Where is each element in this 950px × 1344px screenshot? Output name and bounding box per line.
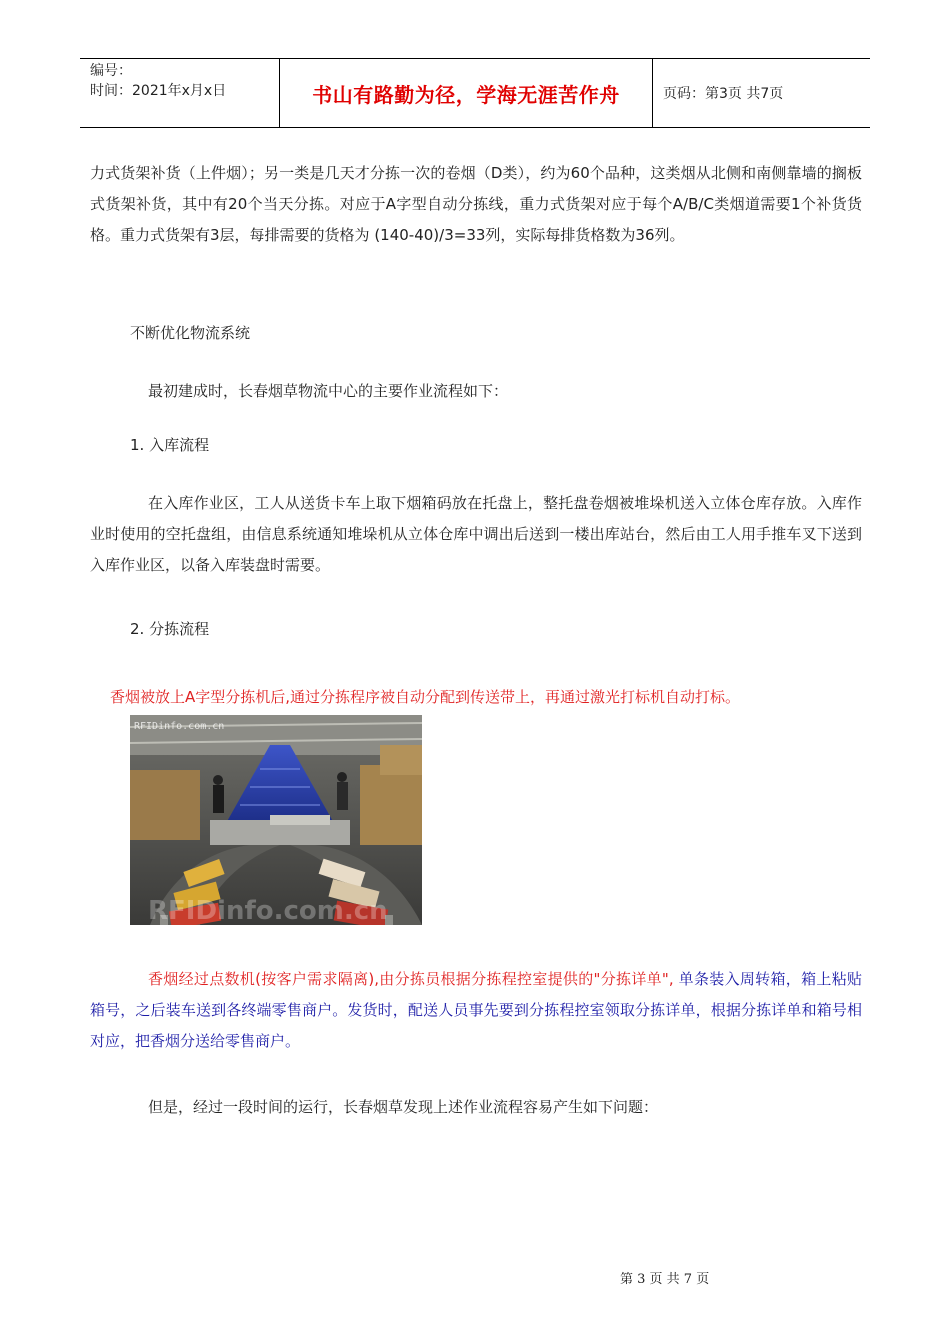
paragraph-problems-intro: 但是，经过一段时间的运行，长春烟草发现上述作业流程容易产生如下问题： bbox=[148, 1098, 659, 1116]
photo-caption: 香烟被放上A字型分拣机后,通过分拣程序被自动分配到传送带上，再通过激光打标机自动打标。 bbox=[110, 688, 741, 706]
paragraph-counting-dispatch bbox=[90, 964, 862, 1057]
sorting-line-photo bbox=[130, 715, 422, 925]
paragraph-shelf-replenish: 力式货架补货（上件烟）；另一类是几天才分拣一次的卷烟（D类），约为60个品种，这类烟从北侧和南侧靠墙的搁板式货架补货，其中有20个当天分拣。对应于A字型自动分拣线，重力式货架对应于每个A/B/C类烟道需要1个补货货格。重力式货架有3层，每排需要的货格为 (140-40)/3=33列，实际每排货格数为36列。 bbox=[90, 164, 862, 244]
heading-inbound-process: 1. 入库流程 bbox=[130, 436, 210, 454]
paragraph-initial-process: 最初建成时，长春烟草物流中心的主要作业流程如下： bbox=[148, 382, 509, 400]
photo-watermark-bottom: RFIDinfo.com.cn bbox=[148, 896, 388, 925]
header-page-label: 页码：第3页 共7页 bbox=[663, 86, 784, 102]
page-footer: 第 3 页 共 7 页 bbox=[620, 1272, 710, 1287]
paragraph-inbound: 在入库作业区，工人从送货卡车上取下烟箱码放在托盘上，整托盘卷烟被堆垛机送入立体仓库存放。入库作业时使用的空托盘组，由信息系统通知堆垛机从立体仓库中调出后送到一楼出库站台，然后由工人用手推车叉下送到入库作业区，以备入库装盘时需要。 bbox=[90, 494, 862, 574]
sorting-line-image bbox=[130, 715, 422, 925]
paragraph-counting-red-part: 香烟经过点数机(按客户需求隔离),由分拣员根据分拣程控室提供的"分拣详单", bbox=[148, 970, 674, 988]
doc-date-label: 时间：2021年x月x日 bbox=[90, 83, 227, 99]
photo-watermark-top: RFIDinfo.com.cn bbox=[134, 721, 225, 732]
page-header bbox=[80, 58, 870, 128]
heading-sorting-process: 2. 分拣流程 bbox=[130, 620, 210, 638]
doc-number-label: 编号： bbox=[90, 63, 132, 79]
paragraph-counting-blue-part: 单条装入周转箱，箱上粘贴箱号，之后装车送到各终端零售商户。发货时，配送人员事先要到分拣程控室领取分拣详单，根据分拣详单和箱号相对应，把香烟分送给零售商户。 bbox=[90, 970, 862, 1050]
header-motto: 书山有路勤为径，学海无涯苦作舟 bbox=[280, 59, 653, 127]
section-heading-optimize: 不断优化物流系统 bbox=[130, 324, 251, 342]
header-meta bbox=[80, 59, 280, 127]
